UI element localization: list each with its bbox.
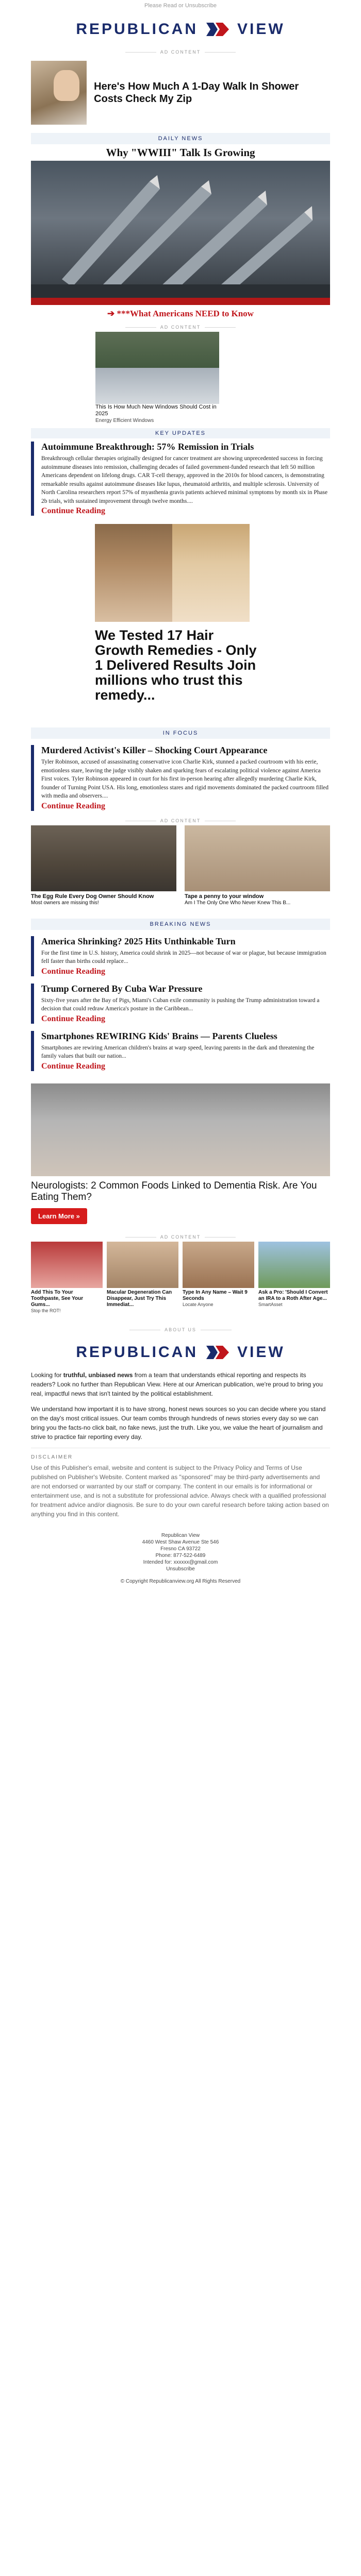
story-body: For the first time in U.S. history, America could shrink in 2025—not because of war or plague, but because immigration fell faster than births could replace... bbox=[41, 950, 326, 964]
story-shrinking bbox=[31, 936, 330, 976]
brand-right: VIEW bbox=[237, 1343, 285, 1361]
window-ad[interactable] bbox=[185, 825, 330, 906]
window-ad-sub: Am I The Only One Who Never Knew This B... bbox=[185, 900, 291, 906]
eye-photo[interactable] bbox=[107, 1242, 178, 1288]
story-autoimmune bbox=[31, 442, 330, 516]
sponsor-ad-shower[interactable] bbox=[0, 57, 361, 129]
golf-photo[interactable] bbox=[258, 1242, 330, 1288]
about-paragraph-2: We understand how important it is to have strong, honest news sources so you can decide where you stand on the day's most critical issues. Our team combs through hundreds of news stories every day so we can bring you the facts-no click bait, no fake news, just the truth. Like you, we value the heart of journalism and strive to practice fair reporting every day. bbox=[31, 1405, 326, 1440]
footer-address bbox=[0, 1532, 361, 1572]
story-bar bbox=[31, 984, 34, 1024]
chevron-logo-icon bbox=[206, 1346, 229, 1359]
about-paragraph-1: Looking for truthful, unbiased news from a team that understands ethical reporting and respects its readers? Look no further than Republican View. Here at our American publication, we're proud to bring you real, impactful news that isn't tainted by the political establishment. bbox=[31, 1371, 323, 1397]
hero-image-missiles[interactable] bbox=[31, 161, 330, 305]
continue-reading-link[interactable]: Continue Reading bbox=[41, 1061, 106, 1071]
learn-more-button[interactable]: Learn More » bbox=[31, 1208, 87, 1224]
footer-line: Intended for: xxxxxx@gmail.com bbox=[143, 1559, 218, 1565]
windows-ad-title[interactable]: This Is How Much New Windows Should Cost in 2025 bbox=[95, 404, 217, 417]
story-court bbox=[31, 745, 330, 811]
dog-ad[interactable] bbox=[31, 825, 176, 906]
brand-left: REPUBLICAN bbox=[76, 1343, 198, 1361]
dementia-photo[interactable] bbox=[31, 1083, 330, 1176]
house-photo[interactable] bbox=[95, 332, 219, 404]
preheader[interactable]: Please Read or Unsubscribe bbox=[144, 3, 217, 9]
name-lookup-ad-title[interactable]: Type In Any Name – Wait 9 Seconds bbox=[183, 1289, 248, 1301]
ad-label-4: AD CONTENT bbox=[0, 1232, 361, 1242]
footer-line: Republican View bbox=[161, 1532, 200, 1538]
breaking-news-label: BREAKING NEWS bbox=[31, 919, 330, 930]
sponsor-photo[interactable] bbox=[31, 61, 87, 125]
missile-illustration bbox=[31, 161, 330, 305]
footer-line: Fresno CA 93722 bbox=[160, 1546, 201, 1552]
story-bar bbox=[31, 936, 34, 976]
story-title[interactable]: Smartphones REWIRING Kids' Brains — Parents Clueless bbox=[41, 1030, 277, 1041]
sponsor-ad-hair[interactable] bbox=[31, 524, 330, 703]
footer-line: 4460 West Shaw Avenue Ste 546 bbox=[142, 1539, 219, 1545]
toothpaste-ad-sub: Stop the ROT! bbox=[31, 1308, 61, 1313]
name-lookup-ad[interactable] bbox=[183, 1242, 254, 1314]
story-bar bbox=[31, 1031, 34, 1071]
brand-left: REPUBLICAN bbox=[76, 21, 198, 38]
continue-reading-link[interactable]: Continue Reading bbox=[41, 801, 106, 810]
ad-label-2: AD CONTENT bbox=[0, 323, 361, 332]
dog-photo[interactable] bbox=[31, 825, 176, 891]
story-body: Sixty-five years after the Bay of Pigs, Miami's Cuban exile community is pushing the Trump administration toward a decision that could redraw America's posture in the Caribbean... bbox=[41, 997, 320, 1012]
story-title[interactable]: Murdered Activist's Killer – Shocking Court Appearance bbox=[41, 745, 268, 755]
hair-before-photo[interactable] bbox=[95, 524, 172, 622]
about-us-label: ABOUT US bbox=[0, 1325, 361, 1334]
hair-ad-headline[interactable]: We Tested 17 Hair Growth Remedies - Only 1 Delivered Results Join millions who trust this remedy... bbox=[95, 628, 257, 703]
unsubscribe-link[interactable]: Unsubscribe bbox=[166, 1566, 195, 1572]
woman-photo[interactable] bbox=[183, 1242, 254, 1288]
brand-right: VIEW bbox=[237, 21, 285, 38]
name-lookup-ad-sub: Locate Anyone bbox=[183, 1301, 214, 1307]
window-photo[interactable] bbox=[185, 825, 330, 891]
continue-reading-link[interactable]: Continue Reading bbox=[41, 1014, 106, 1023]
ad-label: AD CONTENT bbox=[0, 47, 361, 57]
disclaimer-label: DISCLAIMER bbox=[31, 1454, 73, 1460]
ira-ad[interactable] bbox=[258, 1242, 330, 1314]
masthead-logo bbox=[0, 11, 361, 47]
continue-reading-link[interactable]: Continue Reading bbox=[41, 506, 106, 515]
sponsor-ad-windows[interactable] bbox=[31, 332, 330, 424]
chevron-logo-icon bbox=[206, 23, 229, 36]
windows-ad-sponsor: Energy Efficient Windows bbox=[95, 418, 154, 423]
two-ad-row bbox=[31, 825, 330, 906]
continue-reading-link[interactable]: Continue Reading bbox=[41, 967, 106, 976]
footer-logo bbox=[0, 1334, 361, 1370]
toothpaste-ad[interactable] bbox=[31, 1242, 103, 1314]
hero-redbar bbox=[31, 298, 330, 305]
story-body: Smartphones are rewiring American children's brains at warp speed, leaving parents in the dark and threatening the family values that built our nation... bbox=[41, 1044, 315, 1059]
disclaimer bbox=[31, 1454, 330, 1519]
footer-line: Phone: 877-522-6489 bbox=[155, 1552, 206, 1558]
story-smartphones bbox=[31, 1031, 330, 1071]
headline-title[interactable]: Why "WWIII" Talk Is Growing bbox=[106, 146, 255, 159]
window-ad-title[interactable]: Tape a penny to your window bbox=[185, 893, 264, 900]
copyright: © Copyright Republicanview.org All Rights Reserved bbox=[120, 1578, 241, 1584]
sponsor-headline[interactable]: Here's How Much A 1-Day Walk In Shower Costs Check My Zip bbox=[94, 81, 299, 105]
four-ad-row bbox=[31, 1242, 330, 1314]
daily-news-label: DAILY NEWS bbox=[31, 133, 330, 144]
ira-ad-title[interactable]: Ask a Pro: 'Should I Convert an IRA to a Roth After Age... bbox=[258, 1289, 328, 1301]
story-title[interactable]: America Shrinking? 2025 Hits Unthinkable Turn bbox=[41, 936, 236, 946]
story-title[interactable]: Autoimmune Breakthrough: 57% Remission in Trials bbox=[41, 442, 254, 452]
ad-label-3: AD CONTENT bbox=[0, 816, 361, 825]
macular-ad[interactable] bbox=[107, 1242, 178, 1314]
disclaimer-text: Use of this Publisher's email, website and content is subject to the Privacy Policy and Terms of Use published on Publisher's Website. Content marked as "sponsored" may be third-party advertisements and are not endorsed or warranted by our staff or company. The content in our emails is for informational or entertainment use, and is not a substitute for professional advice. Always check with a qualified professional for treatment advice and/or diagnosis. Be sure to do your own careful research before taking action based on anything you find in this content. bbox=[31, 1464, 329, 1518]
in-focus-label: IN FOCUS bbox=[31, 727, 330, 739]
sponsor-ad-dementia[interactable] bbox=[31, 1083, 330, 1224]
toothpaste-ad-title[interactable]: Add This To Your Toothpaste, See Your Gums... bbox=[31, 1289, 84, 1308]
story-bar bbox=[31, 745, 34, 811]
story-cuba bbox=[31, 984, 330, 1024]
about-us bbox=[0, 1370, 361, 1442]
story-title[interactable]: Trump Cornered By Cuba War Pressure bbox=[41, 983, 203, 994]
headline-link[interactable]: ➔ ***What Americans NEED to Know bbox=[107, 309, 254, 318]
hair-after-photo[interactable] bbox=[172, 524, 250, 622]
dog-ad-title[interactable]: The Egg Rule Every Dog Owner Should Know bbox=[31, 893, 154, 900]
hair-photos[interactable] bbox=[95, 524, 250, 622]
dog-ad-sub: Most owners are missing this! bbox=[31, 900, 99, 906]
key-updates-label: KEY UPDATES bbox=[31, 428, 330, 438]
story-body: Tyler Robinson, accused of assassinating conservative icon Charlie Kirk, stunned a packed courtroom with his eerie, emotionless stare, leaving the judge visibly shaken and sparking fears of escalating political violence against America First voices. Tyler Robinson appeared in court for his first in-person hearing after allegedly murdering Charlie Kirk, founder of Turning Point USA. His long, emotionless stares and rigid movements dominated the packed courtroom filled with media and observers.... bbox=[41, 759, 329, 799]
story-bar bbox=[31, 442, 34, 516]
teeth-photo[interactable] bbox=[31, 1242, 103, 1288]
story-body: Breakthrough cellular therapies originally designed for cancer treatment are showing unprecedented success in forcing autoimmune diseases into remission, challenging decades of failed government-funded research that left 50 million Americans dependent on lifelong drugs. CAR T-cell therapy, approved in the 2010s for blood cancers, is demonstrating remarkable results against autoimmune diseases like lupus, rheumatoid arthritis, and multiple sclerosis. University of North Carolina researchers report 57% of myasthenia gravis patients achieved minimal symptoms by month six in Phase 2b trials, with sustained improvement through twelve months.... bbox=[41, 455, 328, 504]
macular-ad-title[interactable]: Macular Degeneration Can Disappear, Just Try This Immediat... bbox=[107, 1289, 172, 1308]
dementia-headline[interactable]: Neurologists: 2 Common Foods Linked to Dementia Risk. Are You Eating Them? bbox=[31, 1180, 317, 1202]
ira-ad-sub: SmartAsset bbox=[258, 1301, 283, 1307]
